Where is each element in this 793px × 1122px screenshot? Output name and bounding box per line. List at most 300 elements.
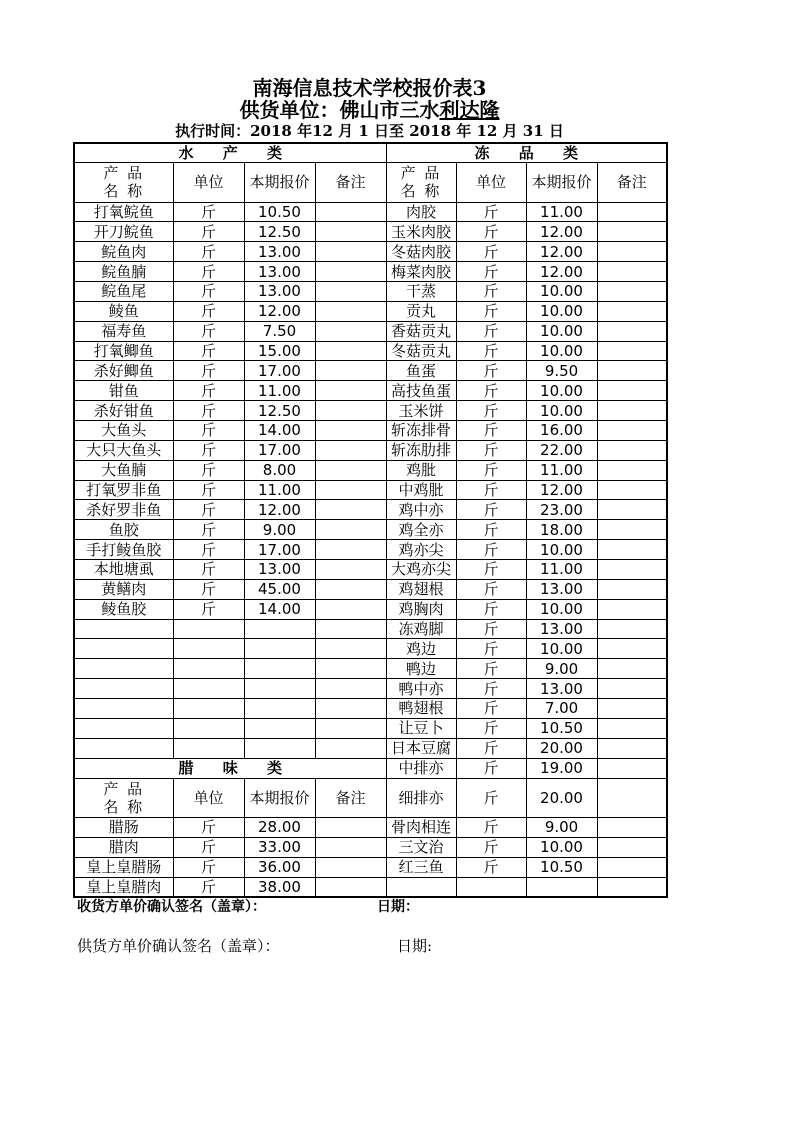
frozen-unit: 斤 xyxy=(456,440,526,460)
cured-unit: 斤 xyxy=(173,877,244,897)
supplier-name: 利达隆 xyxy=(439,98,500,122)
frozen-unit: 斤 xyxy=(456,222,526,242)
cured-product-name: 腊肠 xyxy=(74,817,173,837)
table-row xyxy=(74,480,667,500)
aquatic-price: 17.00 xyxy=(244,440,315,460)
empty-cell xyxy=(315,718,386,738)
cured-unit: 斤 xyxy=(173,817,244,837)
empty-cell xyxy=(315,698,386,718)
aquatic-note xyxy=(315,480,386,500)
frozen-note xyxy=(597,599,667,619)
aquatic-price: 12.50 xyxy=(244,222,315,242)
frozen-note xyxy=(597,281,667,301)
table-row xyxy=(74,639,667,659)
aquatic-note xyxy=(315,559,386,579)
aquatic-product-name: 鱼胶 xyxy=(74,520,173,540)
frozen-product-name: 日本豆腐 xyxy=(386,738,456,758)
frozen-unit: 斤 xyxy=(456,837,526,857)
frozen-product-name: 梅菜肉胶 xyxy=(386,262,456,282)
cured-header-unit: 单位 xyxy=(173,778,244,817)
table-row xyxy=(74,837,667,857)
table-row xyxy=(74,500,667,520)
frozen-unit: 斤 xyxy=(456,619,526,639)
frozen-price: 22.00 xyxy=(526,440,597,460)
table-row xyxy=(74,659,667,679)
frozen-product-name: 让豆卜 xyxy=(386,718,456,738)
aquatic-unit: 斤 xyxy=(173,281,244,301)
aquatic-unit: 斤 xyxy=(173,401,244,421)
table-row xyxy=(74,420,667,440)
table-row xyxy=(74,222,667,242)
cured-unit: 斤 xyxy=(173,837,244,857)
frozen-note xyxy=(597,718,667,738)
aquatic-product-name: 鲮鱼胶 xyxy=(74,599,173,619)
frozen-unit: 斤 xyxy=(456,778,526,817)
product-name-header-line: 名 称 xyxy=(103,797,145,816)
frozen-product-name: 玉米饼 xyxy=(386,401,456,421)
frozen-product-name: 骨肉相连 xyxy=(386,817,456,837)
aquatic-price: 17.00 xyxy=(244,361,315,381)
aquatic-product-name: 杀好鲫鱼 xyxy=(74,361,173,381)
frozen-price: 20.00 xyxy=(526,778,597,817)
frozen-note xyxy=(597,341,667,361)
frozen-price: 10.00 xyxy=(526,401,597,421)
frozen-note xyxy=(597,679,667,699)
aquatic-product-name: 杀好罗非鱼 xyxy=(74,500,173,520)
frozen-note xyxy=(597,520,667,540)
aquatic-note xyxy=(315,440,386,460)
empty-cell xyxy=(315,659,386,679)
empty-cell xyxy=(173,738,244,758)
aquatic-note xyxy=(315,520,386,540)
aquatic-price: 14.00 xyxy=(244,599,315,619)
frozen-header-price: 本期报价 xyxy=(526,162,597,202)
empty-cell xyxy=(173,698,244,718)
empty-cell xyxy=(74,718,173,738)
table-row xyxy=(74,381,667,401)
empty-cell xyxy=(74,639,173,659)
aquatic-price: 13.00 xyxy=(244,281,315,301)
aquatic-product-name: 大只大鱼头 xyxy=(74,440,173,460)
aquatic-product-name: 鲮鱼 xyxy=(74,301,173,321)
frozen-product-name: 冬菇贡丸 xyxy=(386,341,456,361)
aquatic-product-name: 大鱼头 xyxy=(74,420,173,440)
table-row xyxy=(74,599,667,619)
frozen-product-name: 冻鸡脚 xyxy=(386,619,456,639)
frozen-unit: 斤 xyxy=(456,857,526,877)
frozen-price: 16.00 xyxy=(526,420,597,440)
frozen-note xyxy=(597,301,667,321)
empty-cell xyxy=(244,698,315,718)
aquatic-price: 11.00 xyxy=(244,480,315,500)
cured-unit: 斤 xyxy=(173,857,244,877)
empty-cell xyxy=(74,659,173,679)
supplier-line xyxy=(73,99,666,121)
aquatic-note xyxy=(315,401,386,421)
aquatic-product-name: 鲩鱼腩 xyxy=(74,262,173,282)
aquatic-unit: 斤 xyxy=(173,440,244,460)
table-row xyxy=(74,540,667,560)
aquatic-product-name: 鲩鱼尾 xyxy=(74,281,173,301)
frozen-note xyxy=(597,778,667,817)
frozen-price: 10.50 xyxy=(526,718,597,738)
table-row xyxy=(74,559,667,579)
frozen-price: 12.00 xyxy=(526,242,597,262)
empty-cell xyxy=(74,698,173,718)
frozen-product-name: 玉米肉胶 xyxy=(386,222,456,242)
frozen-product-name: 三文治 xyxy=(386,837,456,857)
frozen-note xyxy=(597,817,667,837)
frozen-product-name: 中排亦 xyxy=(386,758,456,778)
aquatic-note xyxy=(315,202,386,222)
empty-cell xyxy=(173,659,244,679)
frozen-product-name: 鸡胸肉 xyxy=(386,599,456,619)
frozen-unit: 斤 xyxy=(456,559,526,579)
frozen-note xyxy=(597,698,667,718)
execution-period: 执行时间：2018 年12 月 1 日至 2018 年 12 月 31 日 xyxy=(175,122,564,140)
cured-product-name: 腊肉 xyxy=(74,837,173,857)
table-row xyxy=(74,440,667,460)
table-row xyxy=(74,321,667,341)
aquatic-unit: 斤 xyxy=(173,520,244,540)
aquatic-note xyxy=(315,242,386,262)
aquatic-price: 7.50 xyxy=(244,321,315,341)
frozen-note xyxy=(597,401,667,421)
frozen-unit: 斤 xyxy=(456,341,526,361)
aquatic-product-name: 打氧鲩鱼 xyxy=(74,202,173,222)
frozen-unit: 斤 xyxy=(456,540,526,560)
table-row xyxy=(74,361,667,381)
cured-note xyxy=(315,837,386,857)
empty-cell xyxy=(526,877,597,897)
frozen-product-name: 鸭边 xyxy=(386,659,456,679)
aquatic-price: 10.50 xyxy=(244,202,315,222)
table-row xyxy=(74,619,667,639)
frozen-note xyxy=(597,420,667,440)
frozen-unit: 斤 xyxy=(456,381,526,401)
cured-header-note: 备注 xyxy=(315,778,386,817)
frozen-unit: 斤 xyxy=(456,758,526,778)
frozen-unit: 斤 xyxy=(456,420,526,440)
aquatic-unit: 斤 xyxy=(173,480,244,500)
aquatic-unit: 斤 xyxy=(173,420,244,440)
frozen-unit: 斤 xyxy=(456,718,526,738)
table-row xyxy=(74,857,667,877)
frozen-note xyxy=(597,321,667,341)
aquatic-note xyxy=(315,262,386,282)
section-title-aquatic: 水 产 类 xyxy=(74,143,386,162)
frozen-unit: 斤 xyxy=(456,599,526,619)
table-row xyxy=(74,579,667,599)
frozen-product-name: 香菇贡丸 xyxy=(386,321,456,341)
frozen-price: 11.00 xyxy=(526,460,597,480)
aquatic-unit: 斤 xyxy=(173,599,244,619)
table-row xyxy=(74,281,667,301)
aquatic-unit: 斤 xyxy=(173,301,244,321)
empty-cell xyxy=(173,619,244,639)
cured-product-name: 皇上皇腊肉 xyxy=(74,877,173,897)
frozen-price: 11.00 xyxy=(526,202,597,222)
frozen-price: 18.00 xyxy=(526,520,597,540)
table-row xyxy=(74,698,667,718)
aquatic-unit: 斤 xyxy=(173,321,244,341)
frozen-unit: 斤 xyxy=(456,281,526,301)
document-title: 南海信息技术学校报价表3 xyxy=(252,76,487,100)
frozen-price: 9.50 xyxy=(526,361,597,381)
aquatic-unit: 斤 xyxy=(173,262,244,282)
empty-cell xyxy=(173,679,244,699)
frozen-price: 10.00 xyxy=(526,281,597,301)
frozen-unit: 斤 xyxy=(456,262,526,282)
frozen-price: 7.00 xyxy=(526,698,597,718)
aquatic-note xyxy=(315,420,386,440)
section-title-cured: 腊 味 类 xyxy=(74,758,386,778)
frozen-note xyxy=(597,619,667,639)
frozen-product-name: 肉胶 xyxy=(386,202,456,222)
empty-cell xyxy=(74,679,173,699)
supplier-prefix: 供货单位：佛山市三水 xyxy=(239,98,440,122)
frozen-unit: 斤 xyxy=(456,480,526,500)
aquatic-note xyxy=(315,381,386,401)
table-row xyxy=(74,460,667,480)
aquatic-unit: 斤 xyxy=(173,460,244,480)
aquatic-price: 17.00 xyxy=(244,540,315,560)
frozen-unit: 斤 xyxy=(456,242,526,262)
frozen-note xyxy=(597,202,667,222)
product-name-header-line: 产 品 xyxy=(103,164,145,182)
cured-header-product-name xyxy=(74,778,173,817)
frozen-price: 10.50 xyxy=(526,857,597,877)
frozen-product-name: 鸡中亦 xyxy=(386,500,456,520)
aquatic-price: 15.00 xyxy=(244,341,315,361)
product-name-header-line: 产 品 xyxy=(103,779,145,798)
frozen-unit: 斤 xyxy=(456,817,526,837)
frozen-price: 10.00 xyxy=(526,381,597,401)
frozen-note xyxy=(597,540,667,560)
frozen-note xyxy=(597,500,667,520)
empty-cell xyxy=(244,738,315,758)
empty-cell xyxy=(597,877,667,897)
frozen-note xyxy=(597,639,667,659)
section-title-frozen: 冻 品 类 xyxy=(386,143,667,162)
aquatic-unit: 斤 xyxy=(173,202,244,222)
table-row xyxy=(74,242,667,262)
aquatic-note xyxy=(315,599,386,619)
aquatic-product-name: 杀好钳鱼 xyxy=(74,401,173,421)
cured-header-price: 本期报价 xyxy=(244,778,315,817)
cured-note xyxy=(315,857,386,877)
cured-price: 38.00 xyxy=(244,877,315,897)
aquatic-header-unit: 单位 xyxy=(173,162,244,202)
table-row xyxy=(74,738,667,758)
aquatic-header-price: 本期报价 xyxy=(244,162,315,202)
empty-cell xyxy=(74,619,173,639)
aquatic-product-name: 鲩鱼肉 xyxy=(74,242,173,262)
aquatic-price: 12.00 xyxy=(244,500,315,520)
frozen-note xyxy=(597,262,667,282)
frozen-unit: 斤 xyxy=(456,301,526,321)
cured-note xyxy=(315,877,386,897)
frozen-price: 13.00 xyxy=(526,679,597,699)
frozen-price: 20.00 xyxy=(526,738,597,758)
frozen-product-name: 鸡翅根 xyxy=(386,579,456,599)
aquatic-price: 13.00 xyxy=(244,559,315,579)
frozen-price: 10.00 xyxy=(526,341,597,361)
aquatic-unit: 斤 xyxy=(173,361,244,381)
aquatic-price: 45.00 xyxy=(244,579,315,599)
frozen-unit: 斤 xyxy=(456,321,526,341)
aquatic-note xyxy=(315,361,386,381)
aquatic-price: 12.00 xyxy=(244,301,315,321)
aquatic-unit: 斤 xyxy=(173,381,244,401)
aquatic-note xyxy=(315,500,386,520)
frozen-unit: 斤 xyxy=(456,401,526,421)
frozen-product-name: 贡丸 xyxy=(386,301,456,321)
frozen-price: 13.00 xyxy=(526,579,597,599)
frozen-price: 23.00 xyxy=(526,500,597,520)
frozen-note xyxy=(597,460,667,480)
aquatic-unit: 斤 xyxy=(173,341,244,361)
empty-cell xyxy=(244,639,315,659)
frozen-unit: 斤 xyxy=(456,579,526,599)
aquatic-price: 12.50 xyxy=(244,401,315,421)
frozen-product-name: 鸡边 xyxy=(386,639,456,659)
receiver-signature-label: 收货方单价确认签名（盖章）： xyxy=(77,899,266,915)
table-row xyxy=(74,679,667,699)
frozen-note xyxy=(597,837,667,857)
frozen-unit: 斤 xyxy=(456,698,526,718)
frozen-unit: 斤 xyxy=(456,460,526,480)
frozen-note xyxy=(597,579,667,599)
frozen-product-name: 红三鱼 xyxy=(386,857,456,877)
frozen-product-name: 鱼蛋 xyxy=(386,361,456,381)
table-row xyxy=(74,758,667,778)
table-row xyxy=(74,778,667,817)
frozen-product-name: 鸭中亦 xyxy=(386,679,456,699)
table-row xyxy=(74,520,667,540)
supplier-signature-label: 供货方单价确认签名（盖章）： xyxy=(77,937,280,955)
aquatic-price: 9.00 xyxy=(244,520,315,540)
aquatic-note xyxy=(315,301,386,321)
frozen-price: 10.00 xyxy=(526,599,597,619)
cured-price: 28.00 xyxy=(244,817,315,837)
receiver-date-label: 日期： xyxy=(377,899,419,915)
cured-price: 36.00 xyxy=(244,857,315,877)
frozen-price: 10.00 xyxy=(526,837,597,857)
aquatic-note xyxy=(315,540,386,560)
frozen-unit: 斤 xyxy=(456,361,526,381)
aquatic-unit: 斤 xyxy=(173,500,244,520)
frozen-note xyxy=(597,659,667,679)
aquatic-price: 14.00 xyxy=(244,420,315,440)
frozen-unit: 斤 xyxy=(456,679,526,699)
frozen-unit: 斤 xyxy=(456,202,526,222)
empty-cell xyxy=(386,877,456,897)
price-table xyxy=(73,142,668,898)
empty-cell xyxy=(315,639,386,659)
aquatic-product-name: 福寿鱼 xyxy=(74,321,173,341)
frozen-note xyxy=(597,559,667,579)
frozen-price: 12.00 xyxy=(526,222,597,242)
frozen-price: 10.00 xyxy=(526,639,597,659)
product-name-header-line: 名 称 xyxy=(103,182,145,200)
aquatic-price: 11.00 xyxy=(244,381,315,401)
table-row xyxy=(74,718,667,738)
cured-note xyxy=(315,817,386,837)
frozen-product-name: 大鸡亦尖 xyxy=(386,559,456,579)
aquatic-price: 8.00 xyxy=(244,460,315,480)
empty-cell xyxy=(315,619,386,639)
table-row xyxy=(74,401,667,421)
empty-cell xyxy=(244,619,315,639)
aquatic-note xyxy=(315,321,386,341)
aquatic-unit: 斤 xyxy=(173,222,244,242)
aquatic-unit: 斤 xyxy=(173,540,244,560)
empty-cell xyxy=(244,679,315,699)
aquatic-product-name: 开刀鲩鱼 xyxy=(74,222,173,242)
empty-cell xyxy=(315,679,386,699)
section-title-row xyxy=(74,143,667,162)
frozen-header-unit: 单位 xyxy=(456,162,526,202)
frozen-note xyxy=(597,480,667,500)
frozen-price: 10.00 xyxy=(526,321,597,341)
frozen-unit: 斤 xyxy=(456,738,526,758)
frozen-note xyxy=(597,222,667,242)
aquatic-product-name: 钳鱼 xyxy=(74,381,173,401)
aquatic-note xyxy=(315,460,386,480)
frozen-product-name: 中鸡肶 xyxy=(386,480,456,500)
frozen-note xyxy=(597,758,667,778)
aquatic-product-name: 黄鳝肉 xyxy=(74,579,173,599)
table-row xyxy=(74,202,667,222)
frozen-product-name: 冬菇肉胶 xyxy=(386,242,456,262)
empty-cell xyxy=(456,877,526,897)
frozen-note xyxy=(597,857,667,877)
aquatic-note xyxy=(315,222,386,242)
aquatic-product-name: 手打鲮鱼胶 xyxy=(74,540,173,560)
frozen-product-name: 鸡肶 xyxy=(386,460,456,480)
table-row xyxy=(74,301,667,321)
aquatic-product-name: 打氧鲫鱼 xyxy=(74,341,173,361)
frozen-product-name: 鸡全亦 xyxy=(386,520,456,540)
table-row xyxy=(74,817,667,837)
cured-product-name: 皇上皇腊肠 xyxy=(74,857,173,877)
frozen-price: 10.00 xyxy=(526,540,597,560)
aquatic-note xyxy=(315,341,386,361)
aquatic-unit: 斤 xyxy=(173,559,244,579)
table-row xyxy=(74,341,667,361)
aquatic-note xyxy=(315,579,386,599)
frozen-header-note: 备注 xyxy=(597,162,667,202)
aquatic-price: 13.00 xyxy=(244,262,315,282)
frozen-price: 9.00 xyxy=(526,659,597,679)
frozen-price: 19.00 xyxy=(526,758,597,778)
product-name-header-line: 产 品 xyxy=(400,164,442,182)
frozen-product-name: 鸭翅根 xyxy=(386,698,456,718)
frozen-product-name: 斩冻排骨 xyxy=(386,420,456,440)
frozen-unit: 斤 xyxy=(456,639,526,659)
aquatic-header-note: 备注 xyxy=(315,162,386,202)
frozen-price: 12.00 xyxy=(526,262,597,282)
aquatic-unit: 斤 xyxy=(173,579,244,599)
cured-price: 33.00 xyxy=(244,837,315,857)
empty-cell xyxy=(244,659,315,679)
table-row xyxy=(74,877,667,897)
column-header-row xyxy=(74,162,667,202)
empty-cell xyxy=(173,639,244,659)
empty-cell xyxy=(315,738,386,758)
aquatic-header-product-name xyxy=(74,162,173,202)
